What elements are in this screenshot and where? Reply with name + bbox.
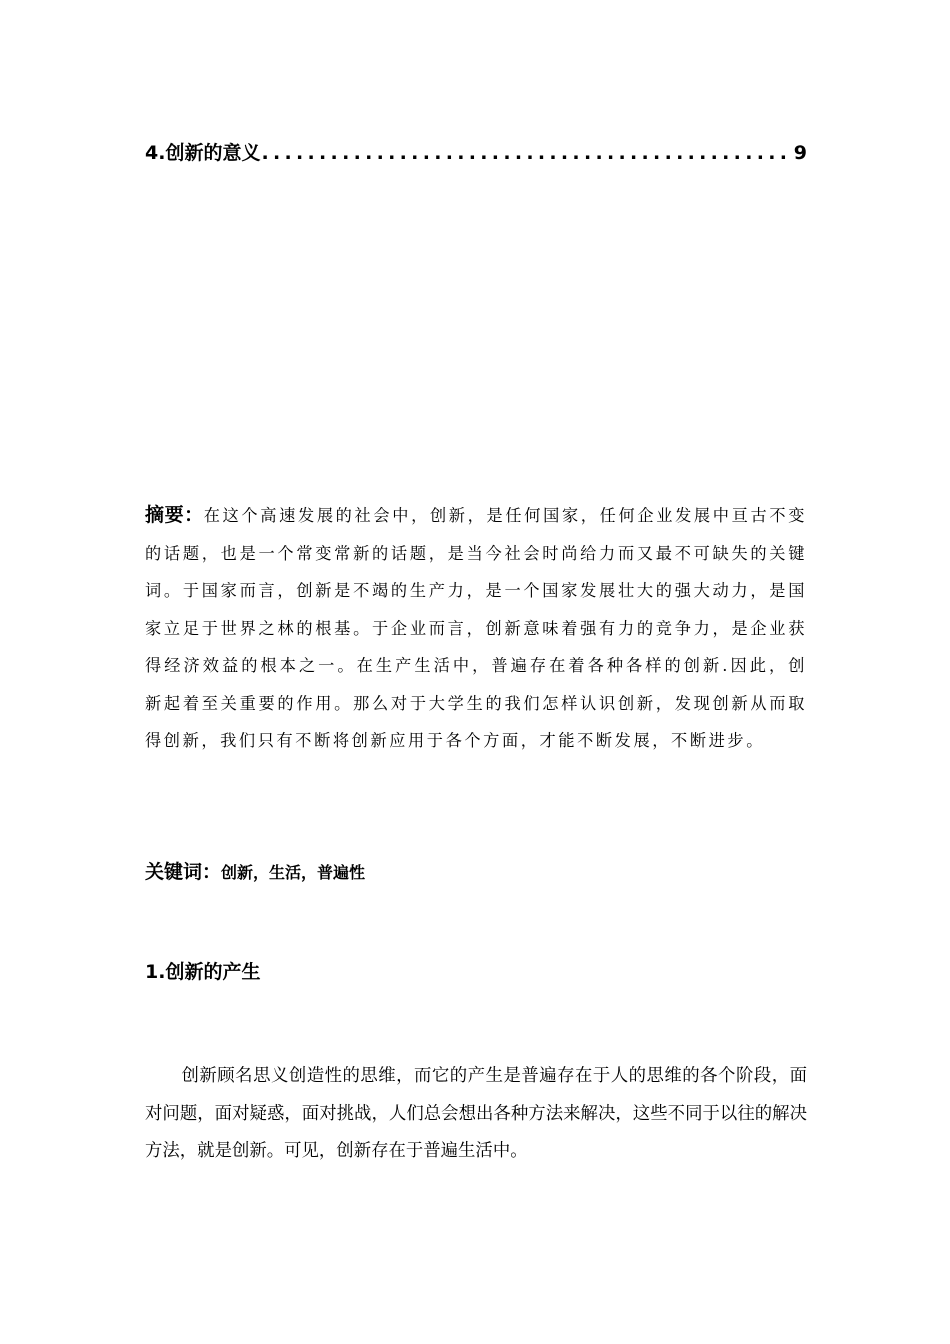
keywords-value: 创新，生活，普遍性 bbox=[221, 863, 366, 882]
toc-entry-label: 4.创新的意义 bbox=[145, 142, 261, 164]
abstract-label: 摘要： bbox=[145, 504, 204, 526]
section-paragraph: 创新顾名思义创造性的思维，而它的产生是普遍存在于人的思维的各个阶段，面对问题，面对疑惑，面对挑战，人们总会想出各种方法来解决，这些不同于以往的解决方法，就是创新。可见，创新存在于普遍生活中。 bbox=[145, 1066, 807, 1161]
toc-leader-dots: .............................................. bbox=[261, 142, 792, 164]
toc-page-number: 9 bbox=[793, 142, 807, 164]
keywords-line bbox=[145, 857, 807, 884]
section-heading: 1.创新的产生 bbox=[145, 961, 261, 983]
keywords-label: 关键词： bbox=[145, 861, 222, 883]
abstract-block bbox=[145, 497, 807, 760]
toc-entry[interactable] bbox=[145, 138, 807, 168]
abstract-text: 在这个高速发展的社会中，创新，是任何国家，任何企业发展中亘古不变的话题，也是一个常变常新的话题，是当今社会时尚给力而又最不可缺失的关键词。于国家而言，创新是不竭的生产力，是一个国家发展壮大的强大动力，是国家立足于世界之林的根基。于企业而言，创新意味着强有力的竞争力，是企业获得经济效益的根本之一。在生产生活中，普遍存在着各种各样的创新.因此，创新起着至关重要的作用。那么对于大学生的我们怎样认识创新，发现创新从而取得创新，我们只有不断将创新应用于各个方面，才能不断发展，不断进步。 bbox=[145, 506, 807, 750]
